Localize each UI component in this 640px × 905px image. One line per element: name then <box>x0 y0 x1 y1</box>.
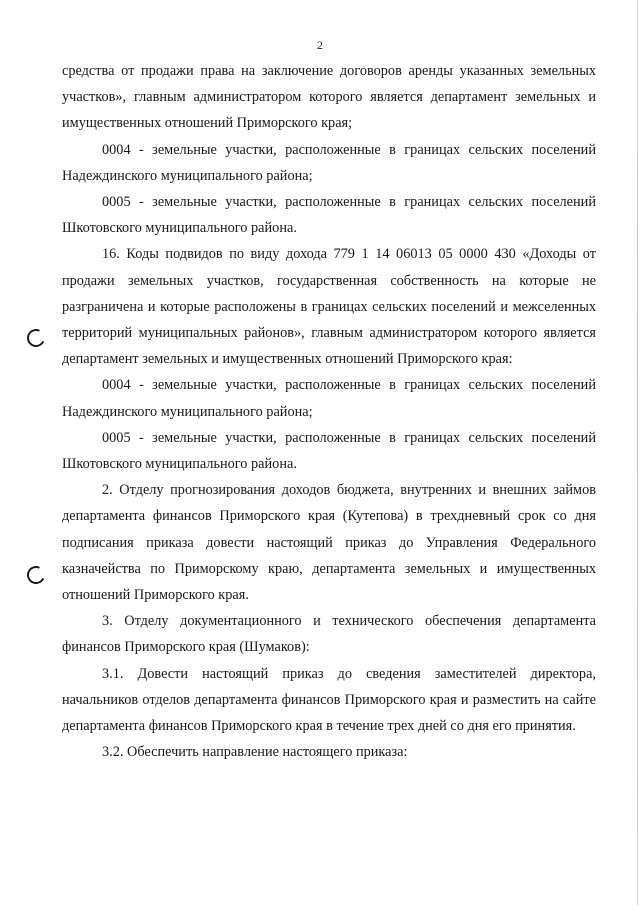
hole-punch-mark-top <box>24 326 47 349</box>
paragraph-continuation: средства от продажи права на заключение договоров аренды указанных земельных участков», главным администратором которого является департамент земельных и имущественных отношений Приморского края; <box>62 63 596 132</box>
paragraph-item-3-2: 3.2. Обеспечить направление настоящего приказа: <box>102 744 408 761</box>
paragraph-code-0005: 0005 - земельные участки, расположенные в границах сельских поселений Шкотовского муниципального района. <box>62 194 596 237</box>
paragraph-item-3: 3. Отделу документационного и технического обеспечения департамента финансов Приморского края (Шумаков): <box>62 613 596 656</box>
document-body <box>62 58 596 765</box>
page-number: 2 <box>317 38 323 52</box>
paragraph-item-16: 16. Коды подвидов по виду дохода 779 1 14 06013 05 0000 430 «Доходы от продажи земельных участков, государственная собственность на которые не разграничена и которые расположены в границах сельских поселений и межселенных территорий муниципальных районов», главным администратором которого является департамент земельных и имущественных отношений Приморского края: <box>62 246 596 368</box>
paragraph-code-0004-b: 0004 - земельные участки, расположенные в границах сельских поселений Надеждинского муниципального района; <box>62 377 596 420</box>
hole-punch-mark-bottom <box>24 563 47 586</box>
paragraph-code-0005-b: 0005 - земельные участки, расположенные в границах сельских поселений Шкотовского муниципального района. <box>62 429 596 473</box>
paragraph-item-2: 2. Отделу прогнозирования доходов бюджета, внутренних и внешних займов департамента финансов Приморского края (Кутепова) в трехдневный срок со дня подписания приказа довести настоящий приказ до Управления Федерального казначейства по Приморскому краю, департамента земельных и имущественных отношений Приморского края. <box>62 482 596 604</box>
paragraph-code-0004: 0004 - земельные участки, расположенные в границах сельских поселений Надеждинского муниципального района; <box>62 141 596 184</box>
paragraph-item-3-1: 3.1. Довести настоящий приказ до сведения заместителей директора, начальников отделов департамента финансов Приморского края и разместить на сайте департамента финансов Приморского края в течение трех дней со дня его принятия. <box>62 665 596 735</box>
scan-edge-line <box>637 0 638 905</box>
